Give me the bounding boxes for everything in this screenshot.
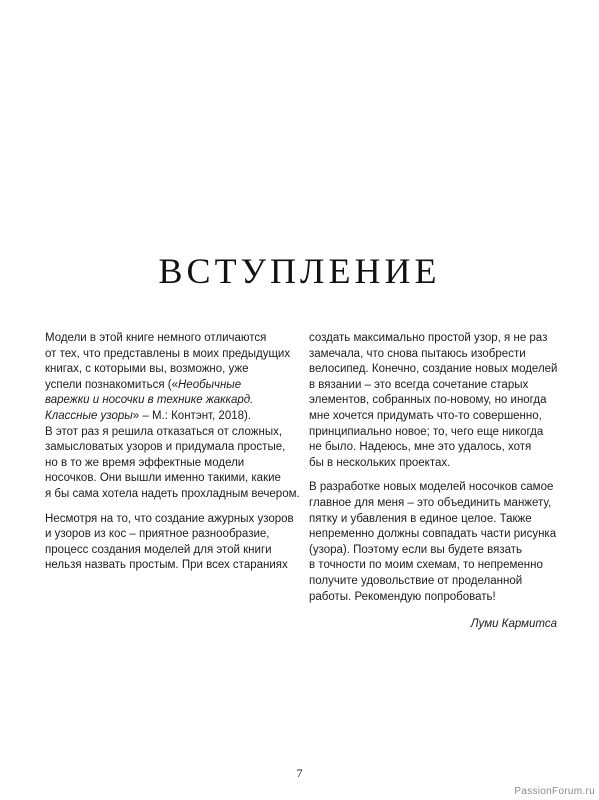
text-line: в точности по моим схемам, то непременно: [309, 559, 543, 572]
text-segment: » – М.: Контэнт, 2018).: [132, 409, 252, 422]
text-line: носочков. Они вышли именно такими, какие: [45, 472, 281, 485]
text-line: В разработке новых моделей носочков самое: [309, 481, 554, 494]
text-line: Несмотря на то, что создание ажурных узоров: [45, 512, 294, 525]
left-column: [45, 331, 300, 574]
text-line: нельзя назвать простым. При всех стараниях: [45, 559, 288, 572]
text-line: мне хочется придумать что-то совершенно,: [309, 409, 542, 422]
text-line: в вязании – это всегда сочетание старых: [309, 378, 529, 391]
text-line: бы в нескольких проектах.: [309, 456, 451, 469]
text-line: от тех, что представлены в моих предыдущих: [45, 347, 291, 360]
text-line: Модели в этой книге немного отличаются: [45, 332, 267, 344]
text-line: и узоров из кос – приятное разнообразие,: [45, 528, 270, 541]
page-title: ВСТУПЛЕНИЕ: [158, 251, 441, 291]
right-column: [309, 331, 559, 605]
text-line: [45, 409, 295, 425]
text-line: работы. Рекомендую попробовать!: [309, 590, 496, 603]
watermark: PassionForum.ru: [514, 786, 595, 797]
text-line: книгах, с которыми вы, возможно, уже: [45, 363, 249, 376]
text-line: непременно должны совпадать части рисунка: [309, 528, 557, 541]
book-title-italic: Необычные: [178, 378, 242, 391]
text-line: принципиально новое; то, чего еще никогда: [309, 425, 544, 438]
text-line: я бы сама хотела надеть прохладным вечером.: [45, 487, 300, 500]
page-number: 7: [296, 766, 303, 780]
text-line: (узора). Поэтому если вы будете вязать: [309, 543, 523, 556]
text-line: замысловатых узоров и придумала простые,: [45, 441, 286, 454]
book-title-italic: варежки и носочки в технике жаккард.: [45, 394, 254, 407]
text-line: велосипед. Конечно, создание новых моделей: [309, 363, 558, 376]
text-segment: успели познакомиться («: [45, 378, 178, 391]
text-line: [45, 378, 295, 394]
text-line: получите удовольствие от проделанной: [309, 574, 523, 587]
text-line: создать максимально простой узор, я не раз: [309, 332, 548, 344]
text-line: не было. Надеюсь, мне это удалось, хотя: [309, 441, 532, 454]
text-line: замечала, что снова пытаюсь изобрести: [309, 347, 526, 360]
book-title-italic: Классные узоры: [45, 409, 133, 422]
text-line: пятку и убавления в единое целое. Также: [309, 512, 532, 525]
text-line: процесс создания моделей для этой книги: [45, 543, 272, 556]
text-line: но в то же время эффектные модели: [45, 456, 245, 469]
text-line: В этот раз я решила отказаться от сложных,: [45, 425, 283, 438]
paragraph-gap: [309, 471, 559, 480]
text-line: элементов, собранных по-новому, но иногда: [309, 394, 547, 407]
text-line: главное для меня – это объединить манжету,: [309, 496, 552, 509]
paragraph-gap: [45, 503, 295, 512]
author-signature: Луми Кармитса: [470, 618, 557, 630]
